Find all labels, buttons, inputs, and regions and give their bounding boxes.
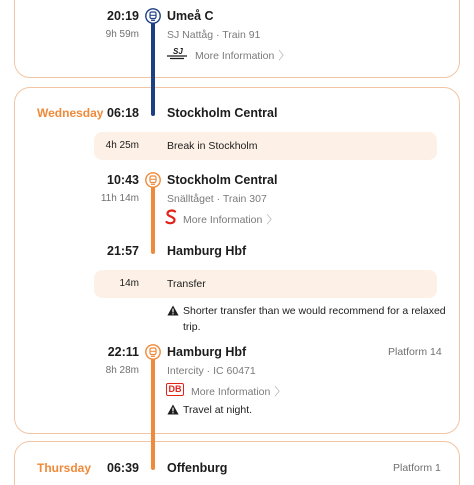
warning-icon	[167, 404, 179, 415]
leg-duration: 11h 14m	[100, 193, 139, 204]
day-label: Thursday	[37, 461, 92, 475]
more-information-link[interactable]	[191, 383, 285, 399]
arrival-station: Hamburg Hbf	[167, 244, 247, 258]
more-information-label: More Information	[195, 50, 275, 62]
transfer-label: Transfer	[167, 278, 206, 290]
svg-text:SJ: SJ	[173, 47, 183, 56]
break-band	[94, 132, 437, 160]
departure-station: Hamburg Hbf	[167, 345, 247, 359]
arrival-time: 06:18	[107, 106, 139, 120]
more-information-link[interactable]	[183, 211, 277, 227]
transfer-duration: 14m	[119, 278, 139, 289]
day-label: Wednesday	[37, 106, 104, 120]
leg-duration: 8h 28m	[105, 365, 139, 376]
route-line-intercity	[151, 358, 155, 470]
departure-time: 22:11	[107, 345, 139, 359]
chevron-right-icon: 〉	[266, 214, 278, 226]
train-icon	[145, 344, 161, 360]
chevron-right-icon: 〉	[274, 386, 286, 398]
arrival-station: Stockholm Central	[167, 106, 278, 120]
route-line-snalltaget	[151, 186, 155, 254]
departure-station: Stockholm Central	[167, 173, 278, 187]
more-information-label: More Information	[191, 386, 271, 398]
more-information-label: More Information	[183, 214, 263, 226]
train-icon	[145, 8, 161, 24]
snalltaget-logo	[165, 209, 177, 225]
more-information-link[interactable]	[195, 47, 289, 63]
break-duration: 4h 25m	[105, 140, 139, 151]
route-line-sj	[151, 22, 155, 116]
departure-station: Umeå C	[167, 9, 214, 23]
operator-info: Snälltåget · Train 307	[167, 193, 267, 205]
leg-duration: 9h 59m	[105, 29, 139, 40]
platform-label: Platform 14	[388, 346, 442, 358]
warning-icon	[167, 305, 179, 316]
night-travel-note: Travel at night.	[183, 404, 253, 416]
operator-info: Intercity · IC 60471	[167, 365, 256, 377]
arrival-time: 06:39	[107, 461, 139, 475]
departure-time: 10:43	[107, 173, 139, 187]
platform-label: Platform 1	[393, 462, 441, 474]
train-icon	[145, 172, 161, 188]
arrival-station: Offenburg	[167, 461, 228, 475]
departure-time: 20:19	[107, 9, 139, 23]
sj-logo	[166, 46, 188, 60]
db-logo: DB	[166, 383, 184, 396]
chevron-right-icon: 〉	[278, 50, 290, 62]
transfer-warning: Shorter transfer than we would recommend for a relaxed trip.	[183, 305, 446, 333]
break-label: Break in Stockholm	[167, 140, 258, 152]
arrival-time: 21:57	[107, 244, 139, 258]
operator-info: SJ Nattåg · Train 91	[167, 29, 261, 41]
transfer-band	[94, 270, 437, 298]
